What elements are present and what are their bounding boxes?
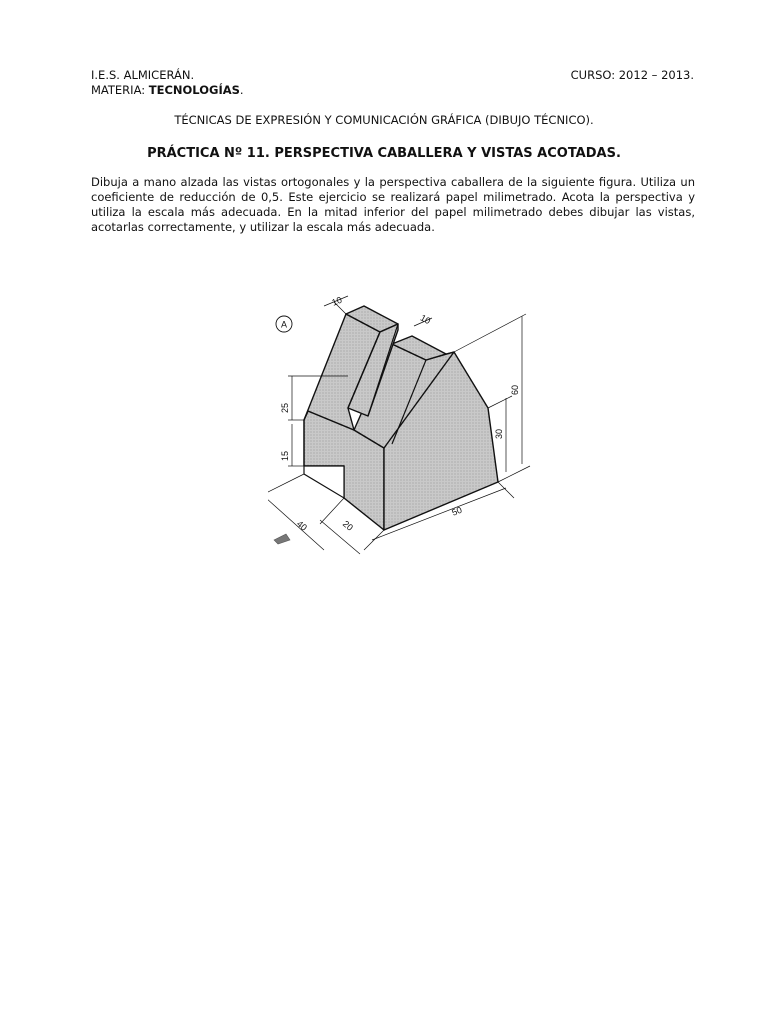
notch-cutout <box>304 466 344 498</box>
subject-end: . <box>239 83 244 97</box>
course-year: CURSO: 2012 – 2013. <box>570 68 694 82</box>
isometric-drawing <box>268 284 532 576</box>
dim-top-right: 10 <box>418 312 433 327</box>
page-title: PRÁCTICA Nº 11. PERSPECTIVA CABALLERA Y VISTAS ACOTADAS. <box>147 146 621 161</box>
dim-top-left: 10 <box>330 294 344 308</box>
subject-line <box>91 83 244 98</box>
header-left <box>91 68 244 98</box>
dim-length: 50 <box>450 504 464 518</box>
figure-label: A <box>280 319 288 330</box>
dim-depth: 40 <box>294 518 309 533</box>
dim-slot-height: 25 <box>280 402 290 414</box>
instructions-paragraph: Dibuja a mano alzada las vistas ortogonales y la perspectiva caballera de la siguiente figura. Utiliza un coeficiente de reducción de 0,5. Este ejercicio se realizará papel milimetrado. Acota la perspectiva y utiliza la escala más adecuada. En la mitad inferior del papel milimetrado debes dibujar las vistas, acotarlas correctamente, y utilizar la escala más adecuada. <box>91 175 695 234</box>
dim-notch-height: 15 <box>280 450 290 462</box>
dim-total-height: 60 <box>510 384 520 396</box>
page-subtitle: TÉCNICAS DE EXPRESIÓN Y COMUNICACIÓN GRÁFICA (DIBUJO TÉCNICO). <box>174 113 594 127</box>
subject-value: TECNOLOGÍAS <box>148 83 240 97</box>
dim-notch-depth: 20 <box>340 518 355 533</box>
subject-label: MATERIA: <box>91 83 149 97</box>
technical-drawing-figure <box>268 284 532 576</box>
dim-right-height: 30 <box>494 428 504 440</box>
school-name: I.E.S. ALMICERÁN. <box>91 68 195 82</box>
view-arrow-icon <box>274 534 290 544</box>
